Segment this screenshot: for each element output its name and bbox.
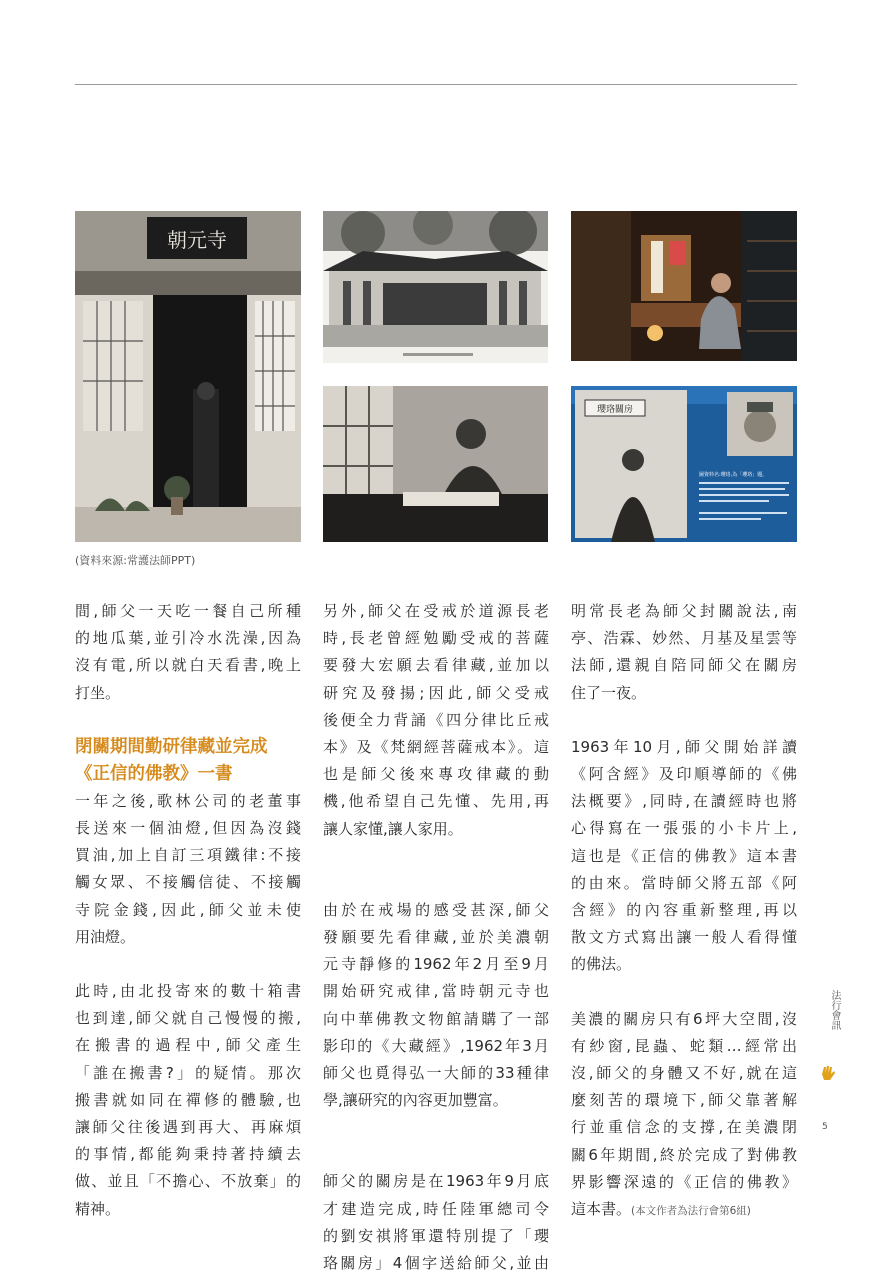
text-line: 「誰在搬書?」的疑情。那次 [75,1063,301,1082]
text-line: 的地瓜葉,並引冷水洗澡,因為 [75,629,301,648]
text-line: 讓師父往後遇到再大、再麻煩 [75,1118,301,1137]
text-line: 本》及《梵網經菩薩戒本》。這 [323,738,549,757]
text-line: 一年之後,歌林公司的老董事 [75,791,301,810]
text-line: 沒,師父的身體又不好,就在這 [571,1064,797,1083]
text-line: 搬書就如同在禪修的體驗,也 [75,1090,301,1109]
text-line: 住了一夜。 [571,683,647,702]
text-line: 長送來一個油燈,但因為沒錢 [75,819,301,838]
text-line: 買油,加上自訂三項鐵律:不接 [75,846,301,865]
text-line: 讓人家懂,讓人家用。 [323,819,463,838]
text-line: 才建造完成,時任陸軍總司令 [323,1199,549,1218]
top-rule [75,84,797,85]
author-note: (本文作者為法行會第6組) [631,1205,751,1218]
text-line: 另外,師父在受戒於道源長老 [323,602,549,620]
text-line: 學,讓研究的內容更加豐富。 [323,1091,508,1110]
text-line: 影印的《大藏經》,1962年3月 [323,1036,549,1055]
photo-altar-room [571,211,797,361]
text-line: 精神。 [75,1199,121,1218]
article-column-3 [571,598,797,1225]
text-line: 師父也覓得弘一大師的33種律 [323,1064,549,1083]
text-line: 亭、浩霖、妙然、月基及星雲等 [571,629,797,648]
text-line: 關6年期間,終於完成了對佛教 [571,1145,797,1164]
text-line: 也是師父後來專攻律藏的動 [323,765,549,784]
text-line: 的事情,都能夠秉持著持續去 [75,1145,301,1164]
text-line: 含經》的內容重新整理,再以 [571,901,797,920]
text-line: 有紗窗,昆蟲、蛇類…經常出 [571,1036,797,1055]
text-line: 用油燈。 [75,927,136,946]
magazine-logo: 法行會訊 [829,990,840,1030]
text-line: 的劉安祺將軍還特別提了「瓔 [323,1226,549,1245]
article-column-1 [75,598,301,1223]
text-line: 時,長老曾經勉勵受戒的菩薩 [323,629,549,648]
temple-sign-text: 朝元寺 [167,228,227,252]
text-line: 明常長老為師父封關說法,南 [571,602,797,620]
text-line: 要發大宏願去看律藏,並加以 [323,656,549,675]
text-line: 在搬書的過程中,師父產生 [75,1036,301,1055]
section-heading-line-2: 《正信的佛教》一書 [75,763,233,784]
text-line: 發願要先看律藏,並於美濃朝 [323,928,549,947]
text-line: 麼刻苦的環境下,師父靠著解 [571,1091,797,1110]
text-line: 沒有電,所以就白天看書,晚上 [75,656,301,675]
text-line: 由於在戒場的感受甚深,師父 [323,900,549,919]
text-line [571,1196,797,1225]
text-line: 這也是《正信的佛教》這本書 [571,846,797,865]
section-heading-line-1: 閉關期間勤研律藏並完成 [75,736,268,757]
text-line: 打坐。 [75,683,121,702]
text-line: 寺院金錢,因此,師父並未使 [75,900,301,919]
text-line: 此時,由北投寄來的數十箱書 [75,982,301,1001]
text-line: 心得寫在一張張的小卡片上, [571,819,797,838]
text-line: 法師,還親自陪同師父在關房 [571,656,797,675]
text-line: 界影響深遠的《正信的佛教》 [571,1172,797,1191]
text-line: 向中華佛教文物館請購了一部 [323,1009,549,1028]
final-line: 這本書。 [571,1200,632,1219]
text-line: 師父的關房是在1963年9月底 [323,1172,549,1191]
text-line: 的佛法。 [571,955,632,974]
text-line: 元寺靜修的1962年2月至9月 [323,955,549,974]
text-line: 做、並且「不擔心、不放棄」的 [75,1172,301,1191]
text-line: 的由來。當時師父將五部《阿 [571,873,797,892]
text-line: 1963年10月,師父開始詳讀 [571,737,797,756]
text-line: 珞關房」4個字送給師父,並由 [323,1254,549,1273]
text-line: 也到達,師父就自己慢慢的搬, [75,1009,301,1028]
text-line: 機,他希望自己先懂、先用,再 [323,792,549,811]
text-line: 美濃的關房只有6坪大空間,沒 [571,1009,797,1028]
slide-panel-text: 圖資料名:瓔珞,為「瓔珞」題。 [699,472,768,478]
text-line: 法概要》,同時,在讀經時也將 [571,792,797,811]
text-line: 《阿含經》及印順導師的《佛 [571,765,797,784]
text-line: 開始研究戒律,當時朝元寺也 [323,982,549,1001]
text-line: 觸女眾、不接觸信徒、不接觸 [75,873,301,892]
text-line: 間,師父一天吃一餐自己所種 [75,602,301,620]
image-caption: (資料來源:常護法師PPT) [75,554,196,567]
text-line: 後便全力背誦《四分律比丘戒 [323,710,549,729]
text-line: 散文方式寫出讓一般人看得懂 [571,928,797,947]
photo-temple-entrance [75,211,301,542]
hand-icon [819,1064,837,1082]
photo-presentation-slide [571,386,797,542]
text-line: 研究及發揚;因此,師父受戒 [323,683,549,702]
text-line: 行並重信念的支撐,在美濃閉 [571,1118,797,1137]
library-banner-text: 瓔珞關房 [596,405,634,415]
photo-monk-reading [323,386,548,542]
article-column-2 [323,598,549,1277]
photo-temple-building [323,211,548,363]
page-number: 5 [822,1122,828,1132]
